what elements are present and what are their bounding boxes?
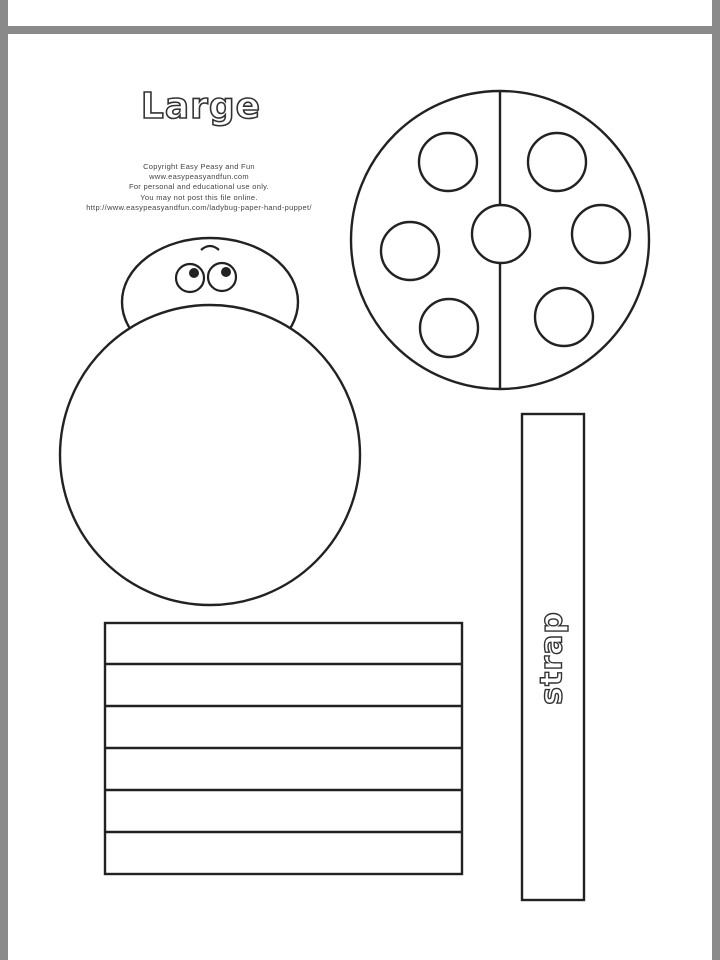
- usage-line: For personal and educational use only.: [128, 182, 270, 192]
- strap-label: strap: [534, 611, 570, 705]
- legs-strips-panel: [105, 623, 462, 874]
- wing-spot: [535, 288, 593, 346]
- wing-spot: [381, 222, 439, 280]
- ladybug-body-circle: [60, 305, 360, 605]
- posting-line: You may not post this file online.: [140, 192, 258, 202]
- right-eye-icon: [208, 263, 236, 291]
- url-line: http://www.easypeasyandfun.com/ladybug-paper-hand-puppet/: [86, 202, 312, 212]
- wing-spot: [419, 133, 477, 191]
- left-eye-icon: [176, 264, 204, 292]
- wing-spot: [528, 133, 586, 191]
- left-pupil: [189, 268, 199, 278]
- strap-piece: [522, 414, 584, 900]
- copyright-line: Copyright Easy Peasy and Fun: [143, 162, 255, 171]
- wing-spot: [472, 205, 530, 263]
- title-text: Large: [140, 86, 262, 127]
- ladybug-wings: [351, 91, 649, 389]
- right-pupil: [221, 267, 231, 277]
- website-line: www.easypeasyandfun.com: [149, 172, 249, 182]
- wing-spot: [572, 205, 630, 263]
- wing-spot: [420, 299, 478, 357]
